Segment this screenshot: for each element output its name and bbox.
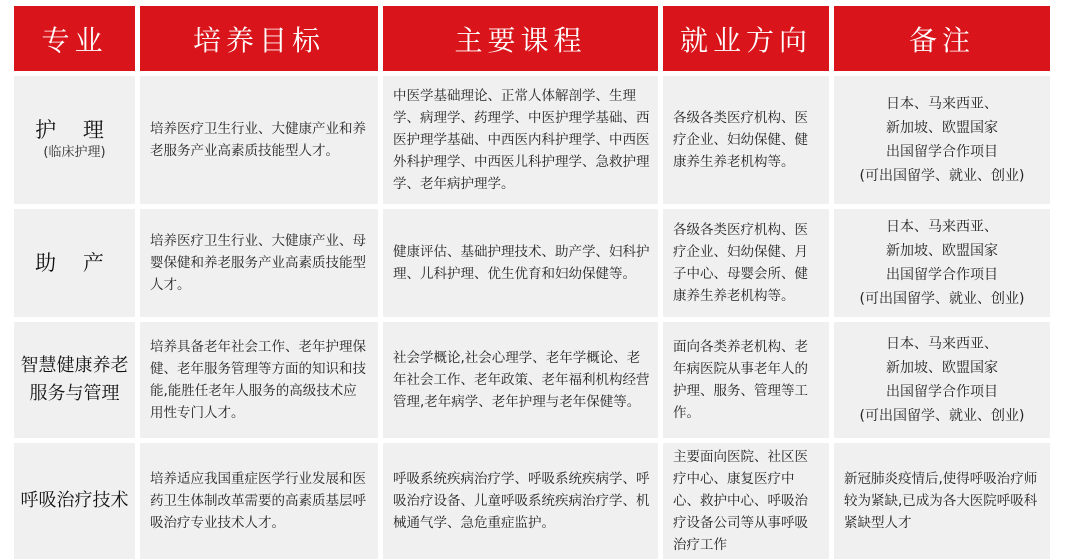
notes-cell xyxy=(834,209,1050,317)
goal-cell xyxy=(140,209,378,317)
courses-cell xyxy=(383,443,658,559)
header-courses: 主要课程 xyxy=(383,6,658,71)
notes-line: 新加坡、欧盟国家 xyxy=(886,243,998,259)
major-subtitle: (临床护理) xyxy=(43,145,106,160)
notes-line: 出国留学合作项目 xyxy=(886,267,998,283)
major-name: 助 产 xyxy=(35,251,114,275)
notes-line: 出国留学合作项目 xyxy=(886,384,998,400)
notes-line: 新加坡、欧盟国家 xyxy=(886,120,998,136)
notes-line: 出国留学合作项目 xyxy=(886,144,998,160)
notes-cell xyxy=(834,76,1050,204)
major-name-line: 服务与管理 xyxy=(29,383,120,404)
notes-line: (可出国留学、就业、创业) xyxy=(859,168,1025,184)
courses-text: 中医学基础理论、正常人体解剖学、生理学、病理学、药理学、中医护理学基础、西医护理学基础、中西医内科护理学、中西医外科护理学、中西医儿科护理学、急救护理学、老年病护理学。 xyxy=(393,88,650,192)
courses-text: 呼吸系统疾病治疗学、呼吸系统疾病学、呼吸治疗设备、儿童呼吸系统疾病治疗学、机械通气学、急危重症监护。 xyxy=(393,471,650,531)
goal-cell xyxy=(140,443,378,559)
header-major: 专业 xyxy=(14,6,135,71)
notes-line: 日本、马来西亚、 xyxy=(886,219,998,235)
notes-line: (可出国留学、就业、创业) xyxy=(859,408,1025,424)
major-nursing xyxy=(14,76,135,204)
courses-cell xyxy=(383,209,658,317)
major-midwifery xyxy=(14,209,135,317)
notes-line: 日本、马来西亚、 xyxy=(886,96,998,112)
courses-cell xyxy=(383,76,658,204)
notes-line: 日本、马来西亚、 xyxy=(886,336,998,352)
courses-text: 社会学概论,社会心理学、老年学概论、老年社会工作、老年政策、老年福利机构经营管理,老年病学、老年护理与老年保健等。 xyxy=(393,350,650,410)
header-notes: 备注 xyxy=(834,6,1050,71)
program-table xyxy=(14,6,1050,559)
notes-line: 新加坡、欧盟国家 xyxy=(886,360,998,376)
notes-cell xyxy=(834,322,1050,438)
major-name-line: 智慧健康养老 xyxy=(20,355,129,376)
notes-line: (可出国留学、就业、创业) xyxy=(859,291,1025,307)
employment-cell xyxy=(663,76,829,204)
goal-text: 培养医疗卫生行业、大健康产业、母婴保健和养老服务产业高素质技能型人才。 xyxy=(150,233,366,293)
employment-cell xyxy=(663,443,829,559)
employment-text: 各级各类医疗机构、医疗企业、妇幼保健、健康养生养老机构等。 xyxy=(673,110,808,170)
major-respiratory-therapy xyxy=(14,443,135,559)
goal-text: 培养具备老年社会工作、老年护理保健、老年服务管理等方面的知识和技能,能胜任老年人服务的高级技术应用性专门人才。 xyxy=(150,339,366,421)
employment-text: 各级各类医疗机构、医疗企业、妇幼保健、月子中心、母婴会所、健康养生养老机构等。 xyxy=(673,222,808,304)
employment-text: 面向各类养老机构、老年病医院从事老年人的护理、服务、管理等工作。 xyxy=(673,339,808,421)
notes-text: 新冠肺炎疫情后,使得呼吸治疗师较为紧缺,已成为各大医院呼吸科紧缺型人才 xyxy=(844,471,1038,531)
notes-cell xyxy=(834,443,1050,559)
major-name: 护 理 xyxy=(35,118,114,142)
goal-text: 培养医疗卫生行业、大健康产业和养老服务产业高素质技能型人才。 xyxy=(150,121,366,159)
major-elderly-care xyxy=(14,322,135,438)
goal-text: 培养适应我国重症医学行业发展和医药卫生体制改革需要的高素质基层呼吸治疗专业技术人才。 xyxy=(150,471,366,531)
major-name: 呼吸治疗技术 xyxy=(20,490,129,511)
courses-text: 健康评估、基础护理技术、助产学、妇科护理、儿科护理、优生优育和妇幼保健等。 xyxy=(393,244,650,282)
courses-cell xyxy=(383,322,658,438)
employment-text: 主要面向医院、社区医疗中心、康复医疗中心、救护中心、呼吸治疗设备公司等从事呼吸治疗工作 xyxy=(673,449,808,553)
goal-cell xyxy=(140,76,378,204)
header-goal: 培养目标 xyxy=(140,6,378,71)
goal-cell xyxy=(140,322,378,438)
header-employment: 就业方向 xyxy=(663,6,829,71)
employment-cell xyxy=(663,209,829,317)
employment-cell xyxy=(663,322,829,438)
